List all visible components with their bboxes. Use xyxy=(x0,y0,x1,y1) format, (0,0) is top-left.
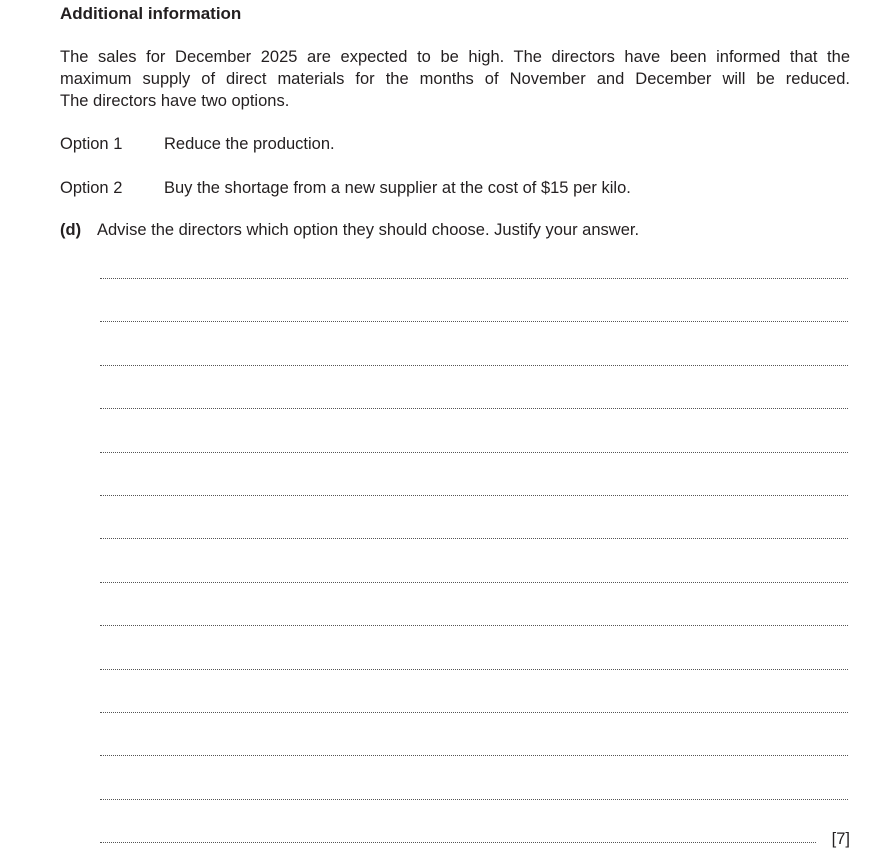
marks-label: [7] xyxy=(831,830,850,848)
answer-line[interactable] xyxy=(100,799,848,800)
answer-line[interactable] xyxy=(100,755,848,756)
option-text: Buy the shortage from a new supplier at the cost of $15 per kilo. xyxy=(164,179,631,197)
answer-line[interactable] xyxy=(100,278,848,279)
answer-line[interactable] xyxy=(100,582,848,583)
option-label: Option 1 xyxy=(60,135,123,153)
answer-line[interactable] xyxy=(100,712,848,713)
section-heading: Additional information xyxy=(60,4,242,23)
question-text: Advise the directors which option they should choose. Justify your answer. xyxy=(97,221,640,239)
intro-line: The directors have two options. xyxy=(60,92,290,110)
answer-line[interactable] xyxy=(100,538,848,539)
answer-line[interactable] xyxy=(100,321,848,322)
question-d xyxy=(60,220,639,240)
option-label: Option 2 xyxy=(60,179,123,197)
intro-line: maximum supply of direct materials for the months of November and December will be reduced. xyxy=(60,70,850,88)
answer-line[interactable] xyxy=(100,669,848,670)
option-text: Reduce the production. xyxy=(164,135,335,153)
answer-line[interactable] xyxy=(100,452,848,453)
answer-line[interactable] xyxy=(100,495,848,496)
answer-line[interactable] xyxy=(100,842,816,843)
intro-line: The sales for December 2025 are expected to be high. The directors have been informed that the xyxy=(60,48,850,66)
question-number: (d) xyxy=(60,221,82,239)
option-1 xyxy=(60,134,335,154)
intro-paragraph xyxy=(60,46,850,112)
answer-line[interactable] xyxy=(100,625,848,626)
answer-line[interactable] xyxy=(100,408,848,409)
option-2 xyxy=(60,178,631,198)
answer-line[interactable] xyxy=(100,365,848,366)
